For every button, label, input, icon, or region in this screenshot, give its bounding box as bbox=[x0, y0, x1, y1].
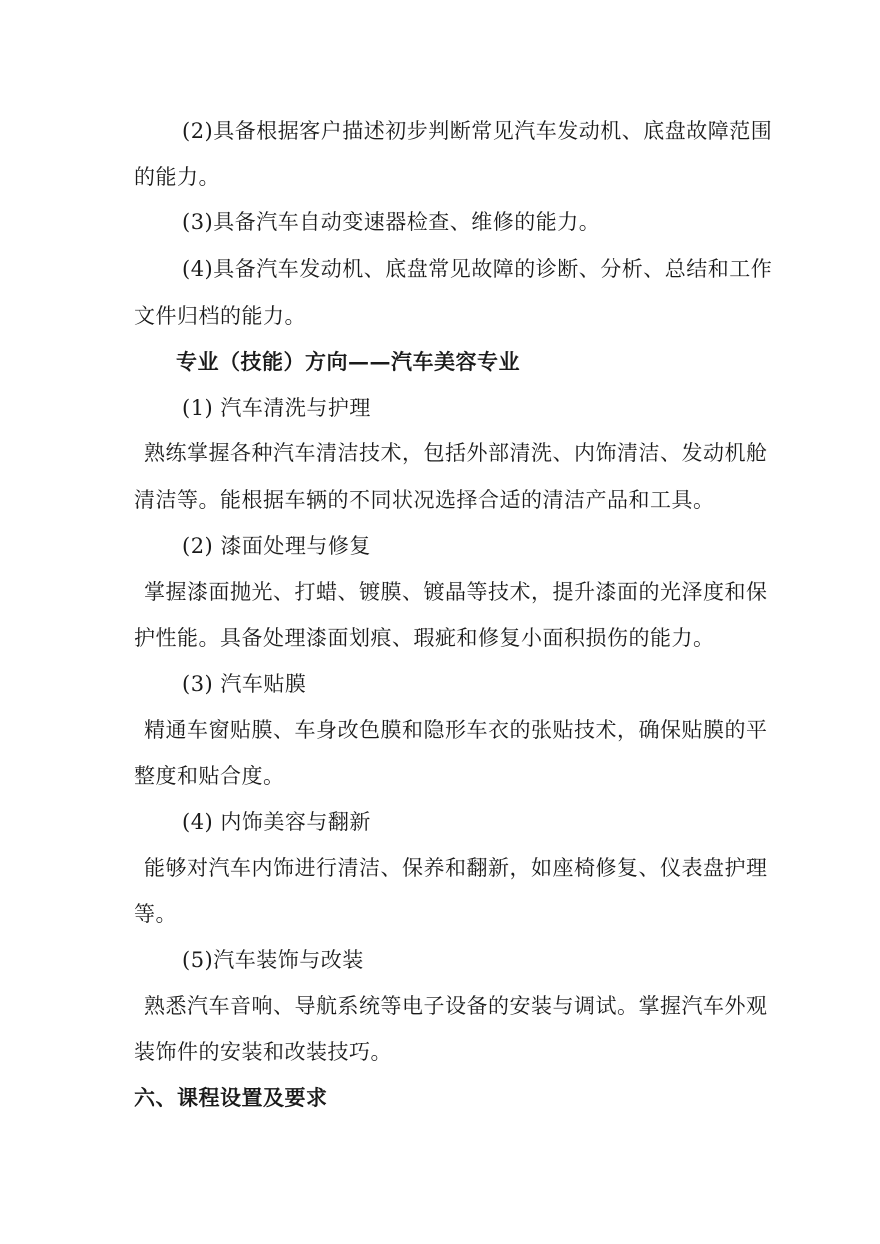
paragraph-line: 掌握漆面抛光、打蜡、镀膜、镀晶等技术，提升漆面的光泽度和保 bbox=[144, 580, 768, 604]
subsection-title: (3) 汽车贴膜 bbox=[182, 672, 307, 696]
paragraph-line: 熟悉汽车音响、导航系统等电子设备的安装与调试。掌握汽车外观 bbox=[144, 994, 768, 1018]
paragraph-line: 能够对汽车内饰进行清洁、保养和翻新，如座椅修复、仪表盘护理 bbox=[144, 856, 768, 880]
paragraph-line: 的能力。 bbox=[134, 165, 220, 189]
paragraph-line: 熟练掌握各种汽车清洁技术，包括外部清洗、内饰清洁、发动机舱 bbox=[144, 441, 768, 465]
paragraph-line: 整度和贴合度。 bbox=[134, 764, 285, 788]
direction-heading: 专业（技能）方向——汽车美容专业 bbox=[176, 349, 520, 374]
paragraph-line: (2)具备根据客户描述初步判断常见汽车发动机、底盘故障范围 bbox=[182, 119, 773, 143]
subsection-title: (5)汽车装饰与改装 bbox=[182, 948, 364, 972]
subsection-title: (1) 汽车清洗与护理 bbox=[182, 396, 371, 420]
section-heading: 六、课程设置及要求 bbox=[134, 1085, 328, 1110]
paragraph-line: (3)具备汽车自动变速器检查、维修的能力。 bbox=[182, 210, 601, 234]
paragraph-line: 文件归档的能力。 bbox=[134, 304, 306, 328]
paragraph-line: (4)具备汽车发动机、底盘常见故障的诊断、分析、总结和工作 bbox=[182, 257, 773, 281]
paragraph-line: 精通车窗贴膜、车身改色膜和隐形车衣的张贴技术，确保贴膜的平 bbox=[144, 718, 768, 742]
subsection-title: (4) 内饰美容与翻新 bbox=[182, 810, 371, 834]
paragraph-line: 护性能。具备处理漆面划痕、瑕疵和修复小面积损伤的能力。 bbox=[134, 626, 715, 650]
paragraph-line: 清洁等。能根据车辆的不同状况选择合适的清洁产品和工具。 bbox=[134, 488, 715, 512]
paragraph-line: 等。 bbox=[134, 902, 177, 926]
subsection-title: (2) 漆面处理与修复 bbox=[182, 534, 371, 558]
paragraph-line: 装饰件的安装和改装技巧。 bbox=[134, 1040, 392, 1064]
